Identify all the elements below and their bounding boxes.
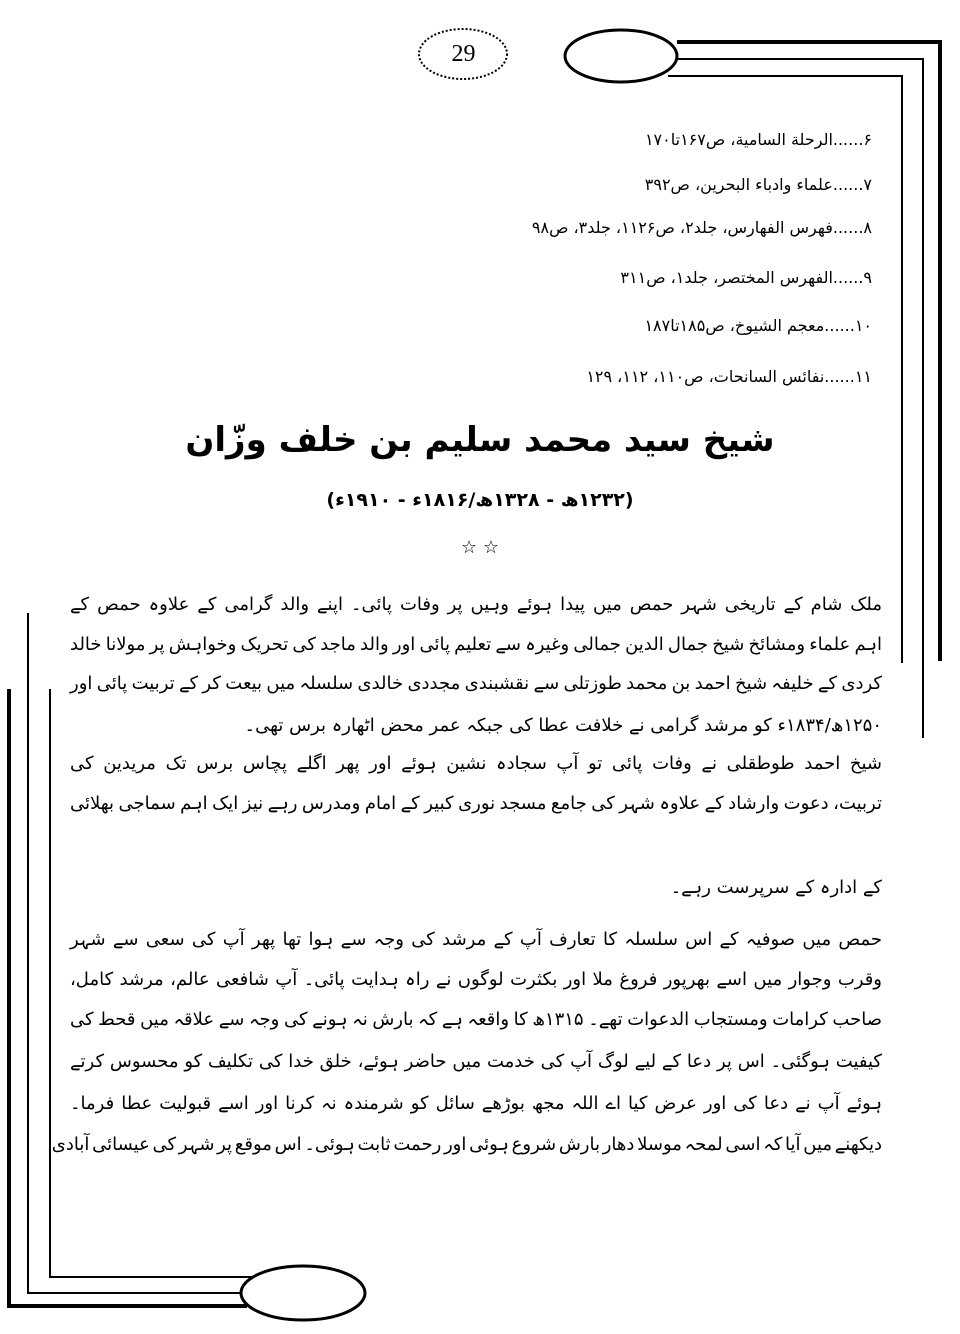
body-line: شیخ احمد طوطقلی نے وفات پائی تو آپ سجادہ نشین ہوئے اور پھر اگلے پچاس برس تک مریدین کی bbox=[70, 753, 882, 774]
body-line: کردی کے خلیفہ شیخ احمد بن محمد طوزتلی سے نقشبندی مجددی خالدی سلسلہ میں بیعت کر کے تربیت پائی اور bbox=[70, 673, 882, 694]
body-line: اہم علماء ومشائخ شیخ جمال الدین جمالی وغیرہ سے تعلیم پائی اور والد ماجد کی تحریک وخواہش پر مولانا خالد bbox=[70, 634, 882, 655]
page-number: 29 bbox=[451, 40, 476, 67]
footnote-7: ۷......علماء وادباء البحرين، ص۳۹۲ bbox=[644, 175, 872, 194]
body-line: ہوئے آپ نے دعا کی اور عرض کیا اے اللہ مجھ بوڑھے سائل کو شرمندہ نہ کرنا اور اسے قبولیت عطا فرما۔ bbox=[70, 1093, 882, 1114]
footnote-6: ۶......الرحلة السامية، ص۱۶۷تا۱۷۰ bbox=[644, 130, 872, 149]
footnote-9: ۹......الفهرس المختصر، جلد۱، ص۳۱۱ bbox=[620, 268, 872, 287]
life-dates: (۱۲۳۲ھ - ۱۳۲۸ھ/۱۸۱۶ء - ۱۹۱۰ء) bbox=[326, 489, 634, 511]
star-separator: ☆ ☆ bbox=[461, 537, 499, 558]
body-line: حمص میں صوفیہ کے اس سلسلہ کا تعارف آپ کے مرشد کی وجہ سے ہوا تھا پھر آپ کی سعی سے شہر bbox=[70, 929, 882, 950]
section-title: شیخ سید محمد سلیم بن خلف وزّان bbox=[185, 420, 775, 460]
body-line: تربیت، دعوت وارشاد کے علاوہ شہر کی جامع مسجد نوری کبیر کے امام ومدرس رہے نیز ایک اہم سماجی بھلائی bbox=[70, 793, 882, 814]
top-right-oval-ornament bbox=[565, 30, 677, 82]
body-line: کے ادارہ کے سرپرست رہے۔ bbox=[670, 877, 882, 898]
footnote-10: ۱۰......معجم الشيوخ، ص۱۸۵تا۱۸۷ bbox=[644, 316, 872, 335]
body-line: دیکھنے میں آیا کہ اسی لمحہ موسلا دھار بارش شروع ہوئی اور رحمت ثابت ہوئی۔ اس موقع پر شہر کی عیسائی آبادی bbox=[51, 1134, 882, 1155]
body-line: کیفیت ہوگئی۔ اس پر دعا کے لیے لوگ آپ کی خدمت میں حاضر ہوئے، خلق خدا کی تکلیف کو محسوس کرتے bbox=[70, 1051, 882, 1072]
body-line: ۱۲۵۰ھ/۱۸۳۴ء کو مرشد گرامی نے خلافت عطا کی جبکہ عمر محض اٹھارہ برس تھی۔ bbox=[244, 715, 882, 736]
body-line: ملک شام کے تاریخی شہر حمص میں پیدا ہوئے وہیں پر وفات پائی۔ اپنے والد گرامی کے علاوہ حمص کے bbox=[70, 594, 882, 615]
footnote-11: ۱۱......نفائس السانحات، ص۱۱۰، ۱۱۲، ۱۲۹ bbox=[586, 367, 872, 386]
footnote-8: ۸......فهرس الفهارس، جلد۲، ص۱۱۲۶، جلد۳، ص۹۸ bbox=[531, 218, 872, 237]
body-line: وقرب وجوار میں اسے بھرپور فروغ ملا اور بکثرت لوگوں نے راہ ہدایت پائی۔ آپ شافعی عالم، مرشد کامل، bbox=[70, 969, 882, 990]
body-line: صاحب کرامات ومستجاب الدعوات تھے۔ ۱۳۱۵ھ کا واقعہ ہے کہ بارش نہ ہونے کی وجہ سے علاقہ میں قحط کی bbox=[70, 1009, 882, 1030]
bottom-oval-ornament bbox=[241, 1266, 365, 1320]
